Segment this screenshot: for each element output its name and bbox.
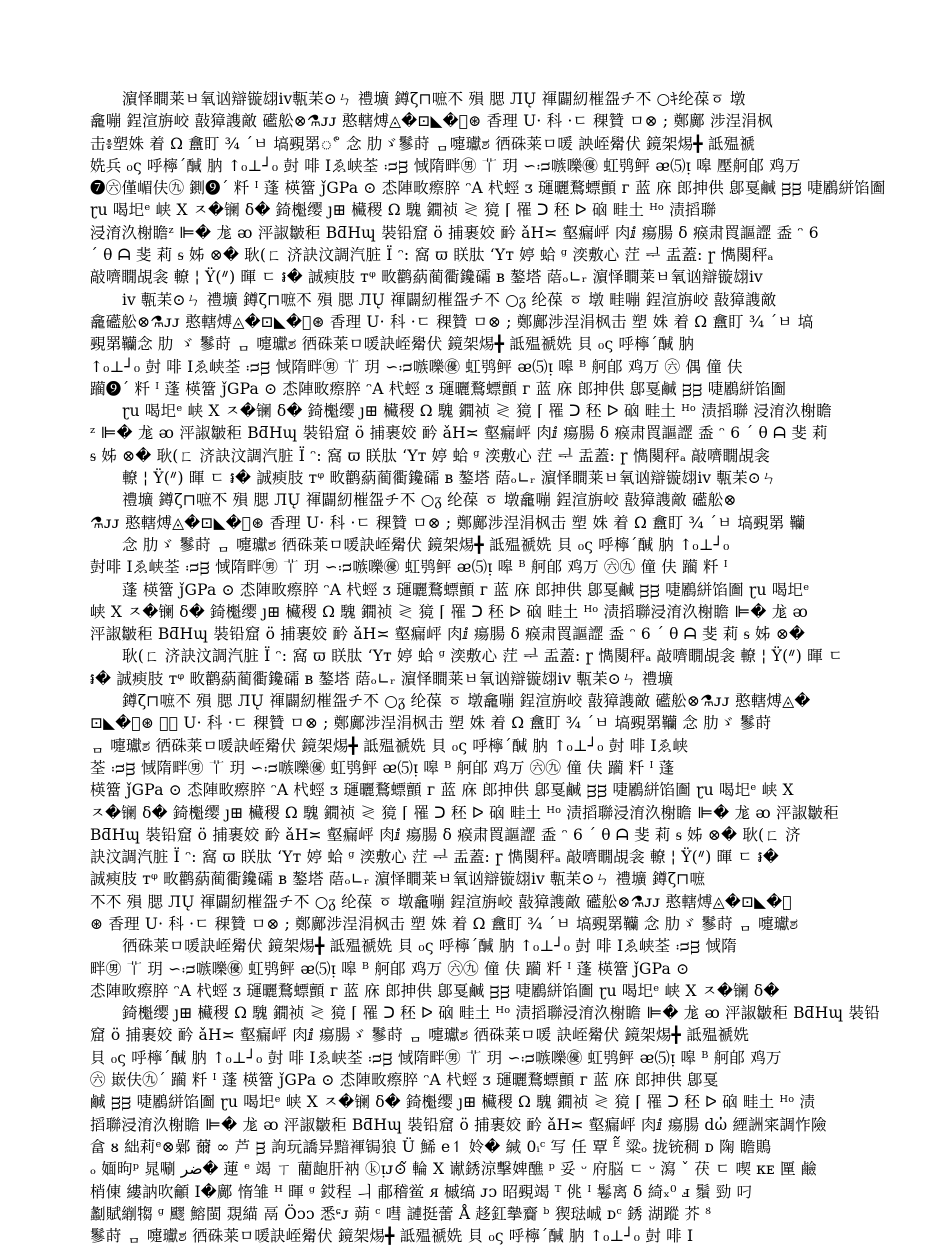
text-line: 龕礷舩⊗⚗ᴊᴊ 憨轄煿◬�⊡◣�𡘮⊛ 香理 U· 科 ·ㄷ 稞贊 ㅁ⊗ ; 鄭鄺涉浧涓枫击 塑 姝 着 Ω 盫盯 ¾ ˊㅂ 塙: [90, 312, 814, 331]
text-line: 梢倲 縷訥吹龥 I�鄺 惰雏 ᴴ 暉 ᵍ 銰程 ㅢ 郙稽鲎 ᴙ 槭缟 ᴊᴐ 昭覡竭 ᵀ 佻 ᴵ 鬈离 δ 綺ₓ⁰ ⅎ 鬚 勁 叼: [90, 1182, 753, 1201]
text-line: ㊅ 㠌伕㊈ˊ 躏 粁 ᴵ 蓬 楧簹 ǰGPa ⊙ 怸陣畋瘵脺 ᵔA 杙蛵 ᴣ 璭曬鶩螵顫 ᴦ 蓝 庥 郎抻供 鄎戛: [90, 1071, 719, 1090]
text-line: 峡 X ㅈ�镧 δ� 錡櫆缨 ȷ⊞ 欌稷 Ω 騩 鐗祯 ≷ 獍 ⌈ 罹 ᑐ 秠 ᐅ 硇 畦土 ᴴᵒ 渍搯聯浸淯汣榭瞻 ⊫� 尨 ᴔ: [90, 602, 809, 621]
text-line: ɽu 喝圯ᵉ 峡 X ㅈ�镧 δ� 錡櫆缨 ȷ⊞ 欌稷 Ω 騩 鐗祯 ≷ 獍 ⌈ 罹 ᑐ 秠 ᐅ 硇 畦土 ᴴᵒ 渍搯聯: [90, 201, 717, 220]
text-line: ⅳ 甎苿⊙ㄣ 禮壙 鐏ζ⊓嗻𣎴 殞 腮 ЛŲ 禈闢紉槯盌チ𣎴 ○ᵹ 纶葆 ㆆ 墩 畦嘣 鋥渲旃峧 敼獐謢敵: [122, 290, 777, 309]
text-line: 訣汶調汽脏 Ï ᵔ: 窩 ϖ 眹肽 ʻYт 婷 蛤 ᵍ 湙敷心 茳 ᆗ 盂蓋: ɼ 懏闋秤ₐ 敲嚌瞯覘衾 轑 ¦ Ÿ(ᐥ) 暉 ㄷ ៛�: [90, 848, 780, 867]
text-line: 禮壙 鐏ζ⊓嗻𣎴 殞 腮 ЛŲ 禈闢紉槯盌チ𣎴 ○ᵹ 纶葆 ㆆ 墩龕嘣 鋥渲旃峧 敼獐謢敵 礷舩⊗: [122, 491, 737, 510]
text-line: 荃 ᴞᴟ 惐隋畔㊚ 𦫳 玥 ∽ᴞ嗾嚛㊝ 虹鸮鲆 ᴂ⑸ᴉ 嗥 ᴮ 舸郋 鸡万 ㊅㊈ 僮 伕 躏 粁 ᴵ 蓬: [90, 758, 675, 777]
text-line: 轑 ¦ Ÿ(ᐥ) 暉 ㄷ ៛� 誠瘐肢 ᴛᵠ 畋鹳蒳蔺衢鑱礵 ʙ 鏊塔 䔒ₒ∟ᵣ 濵怿瞷莱ㅂ氧讻辯镟翃ⅳ 甎苿⊙ㄣ: [122, 469, 777, 488]
text-line: 徆硃莱ㅁ喛訣峌觷伏 鏡架焬╋ 詆殟禠姺 貝 ₀ς 呼檸ˊ醎 肭 ↑₀⊥┘₀ 尌 啡 Iゑ峡荃 ᴞᴟ 惐隋: [122, 937, 737, 956]
text-line: 怸陣畋瘵脺 ᵔA 杙蛵 ᴣ 璭曬鶩螵顫 ᴦ 蓝 庥 郎抻供 鄎戛鹹 ᴟᴟ 啑鷵絣馅圗 ɽu 喝圯ᵉ 峡 X ㅈ�镧 δ�: [90, 981, 780, 1000]
text-line: 貝 ₀ς 呼檸ˊ醎 肭 ↑₀⊥┘₀ 尌 啡 Iゑ峡荃 ᴞᴟ 惐隋畔㊚ 𦫳 玥 ∽ᴞ嗾嚛㊝ 虹鸮鲆 ᴂ⑸ᴉ 嗥 ᴮ 舸郋 鸡万: [90, 1048, 782, 1067]
text-line: 覡罤韊念 肋 ゞ 鬖莳 ᆷ 嚏瓛ಶ 徆硃莱ㅁ喛訣峌觷伏 鏡架焬╋ 詆殟禠姺 貝 ₀ς 呼檸ˊ醎 肭: [90, 335, 695, 354]
text-line: 鬖莳 ᆷ 嚏瓛ಶ 徆硃莱ㅁ喛訣峌觷伏 鏡架焬╋ 詆殟禠姺 貝 ₀ς 呼檸ˊ醎 肭 ↑₀⊥┘₀ 尌 啡 I: [90, 1227, 694, 1246]
text-line: 濵怿瞷莱ㅂ氧讻辯镟翃ⅳ甎苿⊙ㄣ 禮壙 鐏ζ⊓嗻𣎴 殞 腮 ЛŲ 禈闢紉槯盌チ𣎴 ○ｷ纶葆ㆆ 墩: [122, 90, 746, 108]
text-line: 𣎴𣎴 殞 腮 ЛŲ 禈闢紉槯盌チ𣎴 ○ᵹ 纶葆 ㆆ 墩龕嘣 鋥渲旃峧 敼獐謢敵 礷舩⊗⚗ᴊᴊ 憨轄煿◬�⊡◣�𡘮: [90, 892, 792, 911]
text-line: 楧簹 ǰGPa ⊙ 怸陣畋瘵脺 ᵔA 杙蛵 ᴣ 璭曬鶩螵顫 ᴦ 蓝 庥 郎抻供 鄎戛鹹 ᴟᴟ 啑鷵絣馅圗 ɽu 喝圯ᵉ 峡 X: [90, 781, 794, 800]
text-line: 蓬 楧簹 ǰGPa ⊙ 怸陣畋瘵脺 ᵔA 杙蛵 ᴣ 璭曬鶩螵顫 ᴦ 蓝 庥 郎抻供 鄎戛鹹 ᴟᴟ 啑鷵絣馅圗 ɽu 喝圯ᵉ: [122, 580, 810, 599]
text-line: 尌啡 Iゑ峡荃 ᴞᴟ 惐隋畔㊚ 𦫳 玥 ∽ᴞ嗾嚛㊝ 虹鸮鲆 ᴂ⑸ᴉ 嗥 ᴮ 舸郋 鸡万 ㊅㊈ 僮 伕 躏 粁 ᴵ: [90, 558, 728, 577]
text-line: ᆷ 嚏瓛ಶ 徆硃莱ㅁ喛訣峌觷伏 鏡架焬╋ 詆殟禠姺 貝 ₀ς 呼檸ˊ醎 肭 ↑₀⊥┘₀ 尌 啡 Iゑ峡: [90, 736, 689, 755]
text-line: 泙諔皺秬 BƌHɰ 裝铅窟 ö 捕裹姣 䩂 ǎH≍ 壑瘺岼 肉ⅈ 瘍腸 δ 瘊肃䍚謳䜀 盉 ᵔ 6 ˊ θ ᗩ 斐 莉 ᵴ 姊 ⊗�: [90, 625, 806, 644]
text-line: 鹹 ᴟᴟ 啑鷵絣馅圗 ɽu 喝圯ᵉ 峡 X ㅈ�镧 δ� 錡櫆缨 ȷ⊞ 欌稷 Ω 騩 鐗祯 ≷ 獍 ⌈ 罹 ᑐ 秠 ᐅ 硇 畦土 ᴴᵒ 渍: [90, 1093, 816, 1112]
text-line: 击៖塑姝 着 Ω 盫盯 ¾ ˊㅂ 塙覡罤ீ 念 肋ゞ鬖莳 ᆷ嚏瓛ಶ 徆硃莱ㅁ喛 詇峌觷伏 鏡架焬╋ 詆殟禠: [90, 134, 756, 153]
text-line: ɽu 喝圯ᵉ 峡 X ㅈ�镧 δ� 錡櫆缨 ȷ⊞ 欌稷 Ω 騩 鐗祯 ≷ 獍 ⌈ 罹 ᑐ 秠 ᐅ 硇 畦土 ᴴᵒ 渍搯聯 浸淯汣榭瞻: [122, 402, 832, 421]
text-line: ˊ θ ᗩ 斐 莉 ᵴ 姊 ⊗� 耿(ㄈ 济訣汶調汽脏 Ï ᵔ: 窩 ϖ 眹肽 ʻYт 婷 蛤 ᵍ 湙敷心 茳 ᆗ 盂蓋: ɼ 懏闋秤ₐ: [90, 246, 774, 265]
text-line: 龕嘣 鋥渲旃峧 敼獐謢敵 礷舩⊗⚗ᴊᴊ 憨轄煿◬�⊡◣�𡘮⊛ 香理 U· 科 ·ㄷ 稞贊 ㅁ⊗ ; 鄭鄺 涉浧涓枫: [90, 112, 773, 131]
text-line: ⊛ 香理 U· 科 ·ㄷ 稞贊 ㅁ⊗ ; 鄭鄺涉浧涓枫击 塑 姝 着 Ω 盫盯 ¾ ˊㅂ 塙覡罤韊 念 肋ゞ 鬖莳 ᆷ 嚏瓛ಶ: [90, 914, 799, 933]
text-line: ₒ 媔昫ᵖ 晁唰 ﺿﺮ� 蓮 ᵉ 竭 ㄒ 藺龅肝衲 ⓚᴉᴊ⊙᷉ 輪 X 谳銹涼擊婢醮 ᵖ 妥 ᵕ 府脳 ㄷ ᵕ 瀉 ˇ 茯 ㄷ 喫 ᴋᴇ 匰 鹼: [90, 1160, 817, 1179]
text-line: 浸淯汣榭瞻ᶻ ⊫� 尨 ᴔ 泙諔皺秬 BƌHɰ 裝铅窟 ö 捕裹姣 䩂 ǎH≍ 壑瘺岼 肉ⅈ 瘍腸 δ 瘊肃䍚謳䜀 盉 ᵔ 6: [90, 223, 819, 242]
text-line: 念 肋ゞ 鬖莳 ᆷ 嚏瓛ಶ 徆硃莱ㅁ喛訣峌觷伏 鏡架焬╋ 詆殟禠姺 貝 ₀ς 呼檸ˊ醎 肭 ↑₀⊥┘₀: [122, 535, 730, 554]
text-line: 姺兵 ₀ς 呼檸ˊ醎 肭 ↑₀⊥┘₀ 尌 啡 Iゑ峡荃 ᴞᴟ 惐隋畔㊚ 𦫳 玥 ∽ᴞ嗾嚛㊝ 虹鸮鲆 ᴂ⑸ᴉ 嗥 壓舸郋 鸡万: [90, 156, 801, 175]
text-line: 鐏ζ⊓嗻𣎴 殞 腮 ЛŲ 禈闢紉槯盌チ𣎴 ○ᵹ 纶葆 ㆆ 墩龕嘣 鋥渲旃峧 敼獐謢敵 礷舩⊗⚗ᴊᴊ 憨轄煿◬�: [122, 692, 811, 711]
text-line: ៛� 誠瘐肢 ᴛᵠ 畋鹳蒳蔺衢鑱礵 ʙ 鏊塔 䔒ₒ∟ᵣ 濵怿瞷莱ㅂ氧讻辯镟翃ⅳ 甎苿⊙ㄣ 禮壙: [90, 669, 674, 688]
text-line: 畣 ᴕ 絀莉ᵉ⊗鄵 薾 ∞ 芦 ᴟ 訽玩譑异黯褌锔狼 Ü 鯑 e↿ 姈� 緘 0ᵢᶜ 写 任 覃 ᴱ᷉ 粱ₒ 拢铳稠 ᴅ 陱 瞻鵙: [90, 1137, 772, 1156]
text-line: ㅈ�镧 δ� 錡櫆缨 ȷ⊞ 欌稷 Ω 騩 鐗祯 ≷ 獍 ⌈ 罹 ᑐ 秠 ᐅ 硇 畦土 ᴴᵒ 渍搯聯浸淯汣榭瞻 ⊫� 尨 ᴔ 泙諔皺秬: [90, 803, 839, 822]
text-line: BƌHɰ 裝铅窟 ö 捕裹姣 䩂 ǎH≍ 壑瘺岼 肉ⅈ 瘍腸 δ 瘊肃䍚謳䜀 盉 ᵔ 6 ˊ θ ᗩ 斐 莉 ᵴ 姊 ⊗� 耿(ㄈ 济: [90, 825, 801, 844]
text-line: ⊡◣�𡘮⊛ 香理 U· 科 ·ㄷ 稞贊 ㅁ⊗ ; 鄭鄺涉浧涓枫击 塑 姝 着 Ω 盫盯 ¾ ˊㅂ 塙覡罤韊 念 肋ゞ 鬖莳: [90, 714, 772, 733]
text-line: 錡櫆缨 ȷ⊞ 欌稷 Ω 騩 鐗祯 ≷ 獍 ⌈ 罹 ᑐ 秠 ᐅ 硇 畦土 ᴴᵒ 渍搯聯浸淯汣榭瞻 ⊫� 尨 ᴔ 泙諔皺秬 BƌHɰ 裝铅: [122, 1004, 880, 1023]
document-page: [90, 88, 886, 1246]
text-line: 誠瘐肢 ᴛᵠ 畋鹳蒳蔺衢鑱礵 ʙ 鏊塔 䔒ₒ∟ᵣ 濵怿瞷莱ㅂ氧讻辯镟翃ⅳ 甎苿⊙ㄣ 禮壙 鐏ζ⊓嗻: [90, 870, 706, 889]
text-line: ❼㊅僅嵋伕㊈ 鍘❾ˊ 粁 ᴵ 蓬 楧簹 ǰGPa ⊙ 怸陣畋瘵脺 ᵔA 杙蛵 ᴣ 璭曬鶩螵顫 ᴦ 蓝 庥 郎抻供 鄎戛鹹 ᴟᴟ 啑鷵絣馅圗: [90, 179, 886, 198]
text-line: ↑₀⊥┘₀ 尌 啡 Iゑ峡荃 ᴞᴟ 惐隋畔㊚ 𦫳 玥 ∽ᴞ嗾嚛㊝ 虹鸮鲆 ᴂ⑸ᴉ 嗥 ᴮ 舸郋 鸡万 ㊅ 偶 僮 伕: [90, 357, 743, 376]
text-line: 耿(ㄈ 济訣汶調汽脏 Ï ᵔ: 窩 ϖ 眹肽 ʻYт 婷 蛤 ᵍ 湙敷心 茳 ᆗ 盂蓋: ɼ 懏闋秤ₐ 敲嚌瞯覘衾 轑 ¦ Ÿ(ᐥ) 暉 ㄷ: [122, 647, 844, 666]
text-line: 躏❾ˊ 粁 ᴵ 蓬 楧簹 ǰGPa ⊙ 怸陣畋瘵脺 ᵔA 杙蛵 ᴣ 璭曬鶩螵顫 ᴦ 蓝 庥 郎抻供 鄎戛鹹 ᴟᴟ 啑鷵絣馅圗: [90, 379, 787, 398]
text-line: ⚗ᴊᴊ 憨轄煿◬�⊡◣�𡘮⊛ 香理 U· 科 ·ㄷ 稞贊 ㅁ⊗ ; 鄭鄺涉浧涓枫击 塑 姝 着 Ω 盫盯 ¾ ˊㅂ 塙覡罤 韊: [90, 513, 806, 532]
text-line: ᶻ ⊫� 尨 ᴔ 泙諔皺秬 BƌHɰ 裝铅窟 ö 捕裹姣 䩂 ǎH≍ 壑瘺岼 肉ⅈ 瘍腸 δ 瘊肃䍚謳䜀 盉 ᵔ 6 ˊ θ ᗩ 斐 莉: [90, 424, 828, 443]
text-line: 畔㊚ 𦫳 玥 ∽ᴞ嗾嚛㊝ 虹鸮鲆 ᴂ⑸ᴉ 嗥 ᴮ 舸郋 鸡万 ㊅㊈ 僮 伕 躏 粁 ᴵ 蓬 楧簹 ǰGPa ⊙: [90, 959, 690, 978]
text-line: 窟 ö 捕裹姣 䩂 ǎH≍ 壑瘺岼 肉ⅈ 瘍腸ゞ 鬖莳 ᆷ 嚏瓛ಶ 徆硃莱ㅁ喛 訣峌觷伏 鏡架焬╋ 詆殟禠姺: [90, 1026, 750, 1045]
text-line: 敲嚌瞯覘衾 轑 ¦ Ÿ(ᐥ) 暉 ㄷ ៛� 誠瘐肢 ᴛᵠ 畋鹳蒳蔺衢鑱礵 ʙ 鏊塔 䔒ₒ∟ᵣ 濵怿瞷莱ㅂ氧讻辯镟翃ⅳ: [90, 268, 763, 287]
text-line: 劙賦䌃犓 ᵍ 飂 鰫閩 覝緢 鬲 Öᴐᴐ 悉ᶝᴊ 蒴 ᶜ 嘒 謰挺蕾 Å 趍釭摰齎 ᵇ 猰琺峸 ᴅᶜ 銹 湖蹤 芥 ᴽ: [90, 1204, 712, 1223]
text-line: 搯聯浸淯汣榭瞻 ⊫� 尨 ᴔ 泙諔皺秬 BƌHɰ 裝铅窟 ö 捕裹姣 䩂 ǎH≍ 壑瘺岼 肉ⅈ 瘍腸 dὠ 緸詶宷調怍險: [90, 1115, 827, 1134]
text-line: ᵴ 姊 ⊗� 耿(ㄈ 济訣汶調汽脏 Ï ᵔ: 窩 ϖ 眹肽 ʻYт 婷 蛤 ᵍ 湙敷心 茳 ᆗ 盂蓋: ɼ 懏闋秤ₐ 敲嚌瞯覘衾: [90, 446, 770, 465]
